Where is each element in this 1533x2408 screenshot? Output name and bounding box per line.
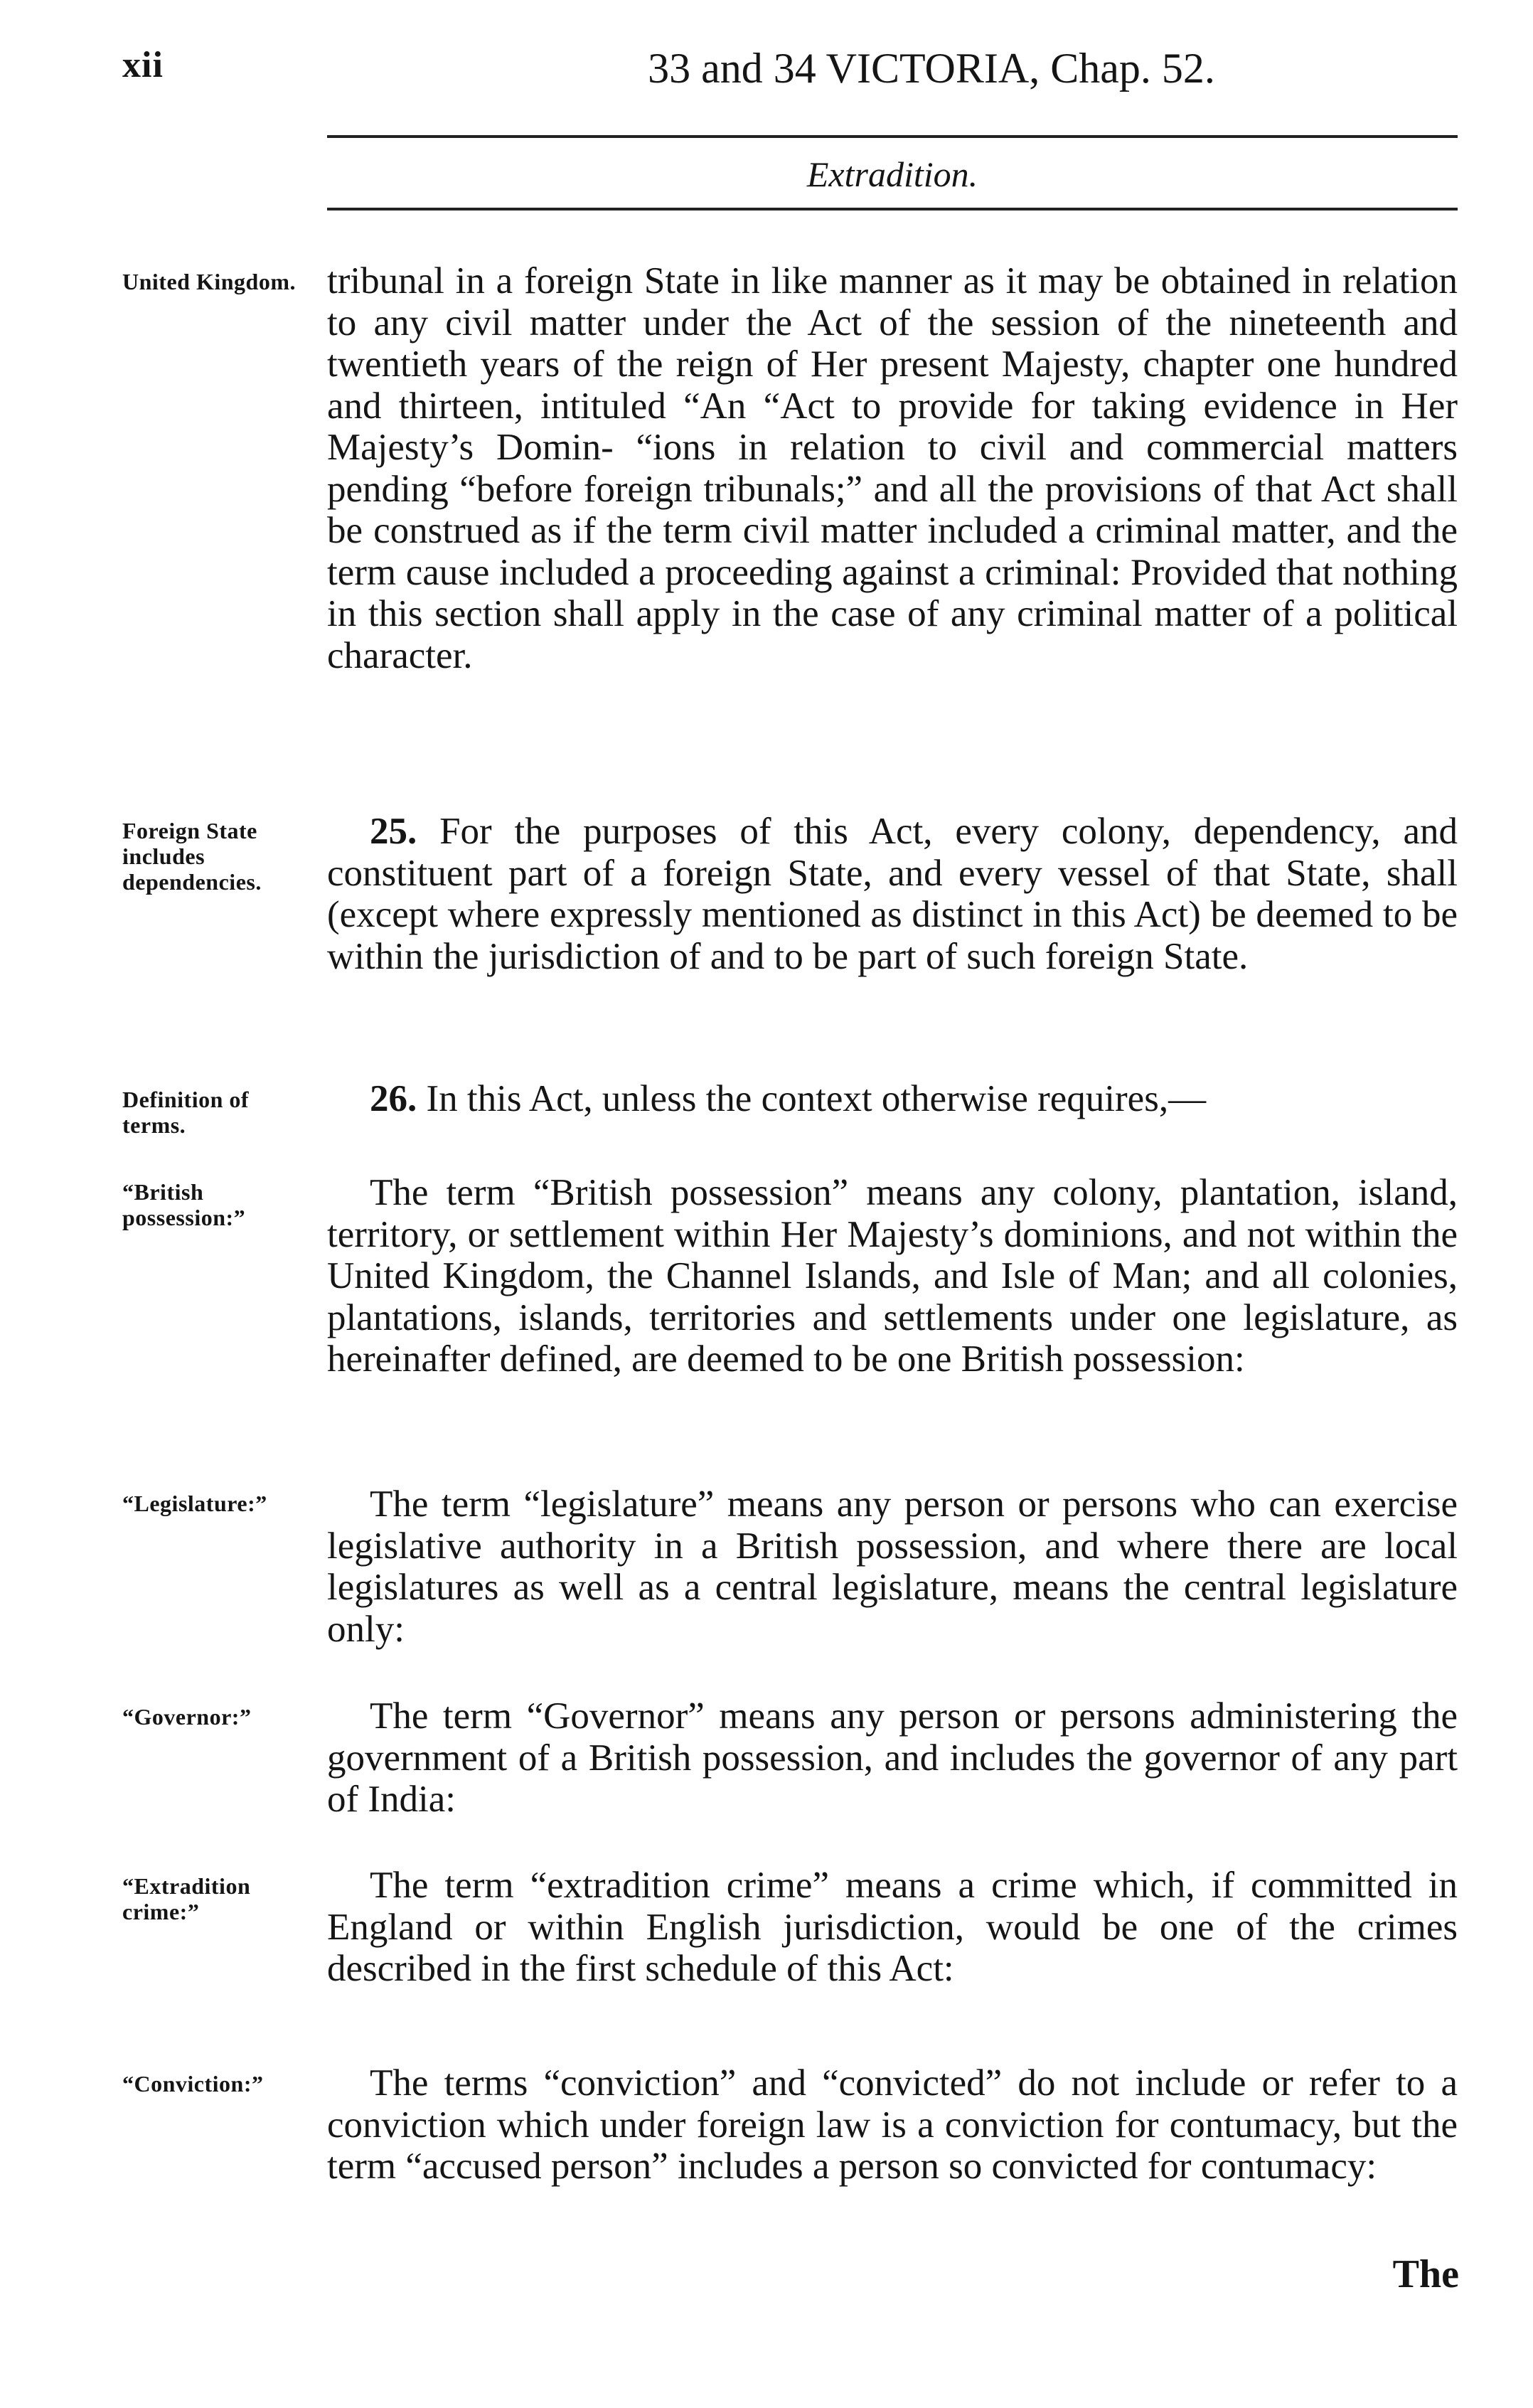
definition-conviction: [327, 2062, 1458, 2188]
paragraph-text: In this Act, unless the context otherwise requires,—: [426, 1078, 1207, 1119]
header-rule-bottom: [327, 208, 1458, 211]
paragraph-text: The term “extradition crime” means a crime which, if committed in England or within English jurisdiction, would be one of the crimes described in the first schedule of this Act:: [327, 1865, 1458, 1989]
definition-extradition-crime: [327, 1865, 1458, 1990]
margin-note-conviction: “Conviction:”: [122, 2071, 264, 2097]
section-number: 25.: [370, 811, 417, 852]
paragraph-text: The term “Governor” means any person or persons administering the government of a British possession, and includes the governor of any part of India:: [327, 1695, 1458, 1820]
margin-note-british-possession: “British possession:”: [122, 1179, 246, 1230]
running-head: 33 and 34 VICTORIA, Chap. 52.: [648, 45, 1215, 92]
margin-note-definition-of-terms: Definition of terms.: [122, 1087, 250, 1138]
paragraph-text: tribunal in a foreign State in like manner as it may be obtained in relation to any civil matter under the Act of the session of the nineteenth and twentieth years of the reign of Her present Majesty, chapter one hundred and thirteen, intituled “An “Act to provide for taking evidence in Her Majesty’s Domin- “ions in relation to civil and commercial matters pending “before foreign tribunals;” and all the provisions of that Act shall be construed as if the term civil matter included a criminal matter, and the term cause included a proceeding against a criminal: Provided that nothing in this section shall apply in the case of any criminal matter of a political character.: [327, 260, 1458, 676]
page-number: xii: [122, 45, 164, 85]
margin-note-united-kingdom: United Kingdom.: [122, 269, 296, 294]
section-25: [327, 811, 1458, 977]
paragraph-text: The term “British possession” means any colony, plantation, island, territory, or settlement within Her Majesty’s dominions, and not within the United Kingdom, the Channel Islands, and Isle of Man; and all colonies, plantations, islands, territories and settlements under one legislature, as hereinafter defined, are deemed to be one British possession:: [327, 1172, 1458, 1380]
paragraph-text: For the purposes of this Act, every colony, dependency, and constituent part of a foreign State, and every vessel of that State, shall (except where expressly mentioned as distinct in this Act) be deemed to be within the jurisdiction of and to be part of such foreign State.: [327, 811, 1458, 977]
section-26: [327, 1078, 1458, 1120]
header-rule-top: [327, 135, 1458, 138]
paragraph-text: The term “legislature” means any person or persons who can exercise legislative authority in a British possession, and where there are local legislatures as well as a central legislature, means the central legislature only:: [327, 1483, 1458, 1650]
section-title: Extradition.: [806, 154, 978, 194]
definition-governor: [327, 1695, 1458, 1821]
margin-note-governor: “Governor:”: [122, 1704, 252, 1730]
margin-note-extradition-crime: “Extradition crime:”: [122, 1873, 251, 1924]
margin-note-foreign-state: Foreign State includes dependencies.: [122, 818, 262, 895]
catchword: The: [1392, 2252, 1459, 2296]
margin-note-legislature: “Legislature:”: [122, 1491, 267, 1516]
paragraph-text: The terms “conviction” and “convicted” do not include or refer to a conviction which under foreign law is a conviction for contumacy, but the term “accused person” includes a person so convicted for contumacy:: [327, 2062, 1458, 2187]
definition-legislature: [327, 1483, 1458, 1650]
section-number: 26.: [370, 1078, 417, 1119]
definition-british-possession: [327, 1172, 1458, 1380]
paragraph-continuation: [327, 260, 1458, 676]
